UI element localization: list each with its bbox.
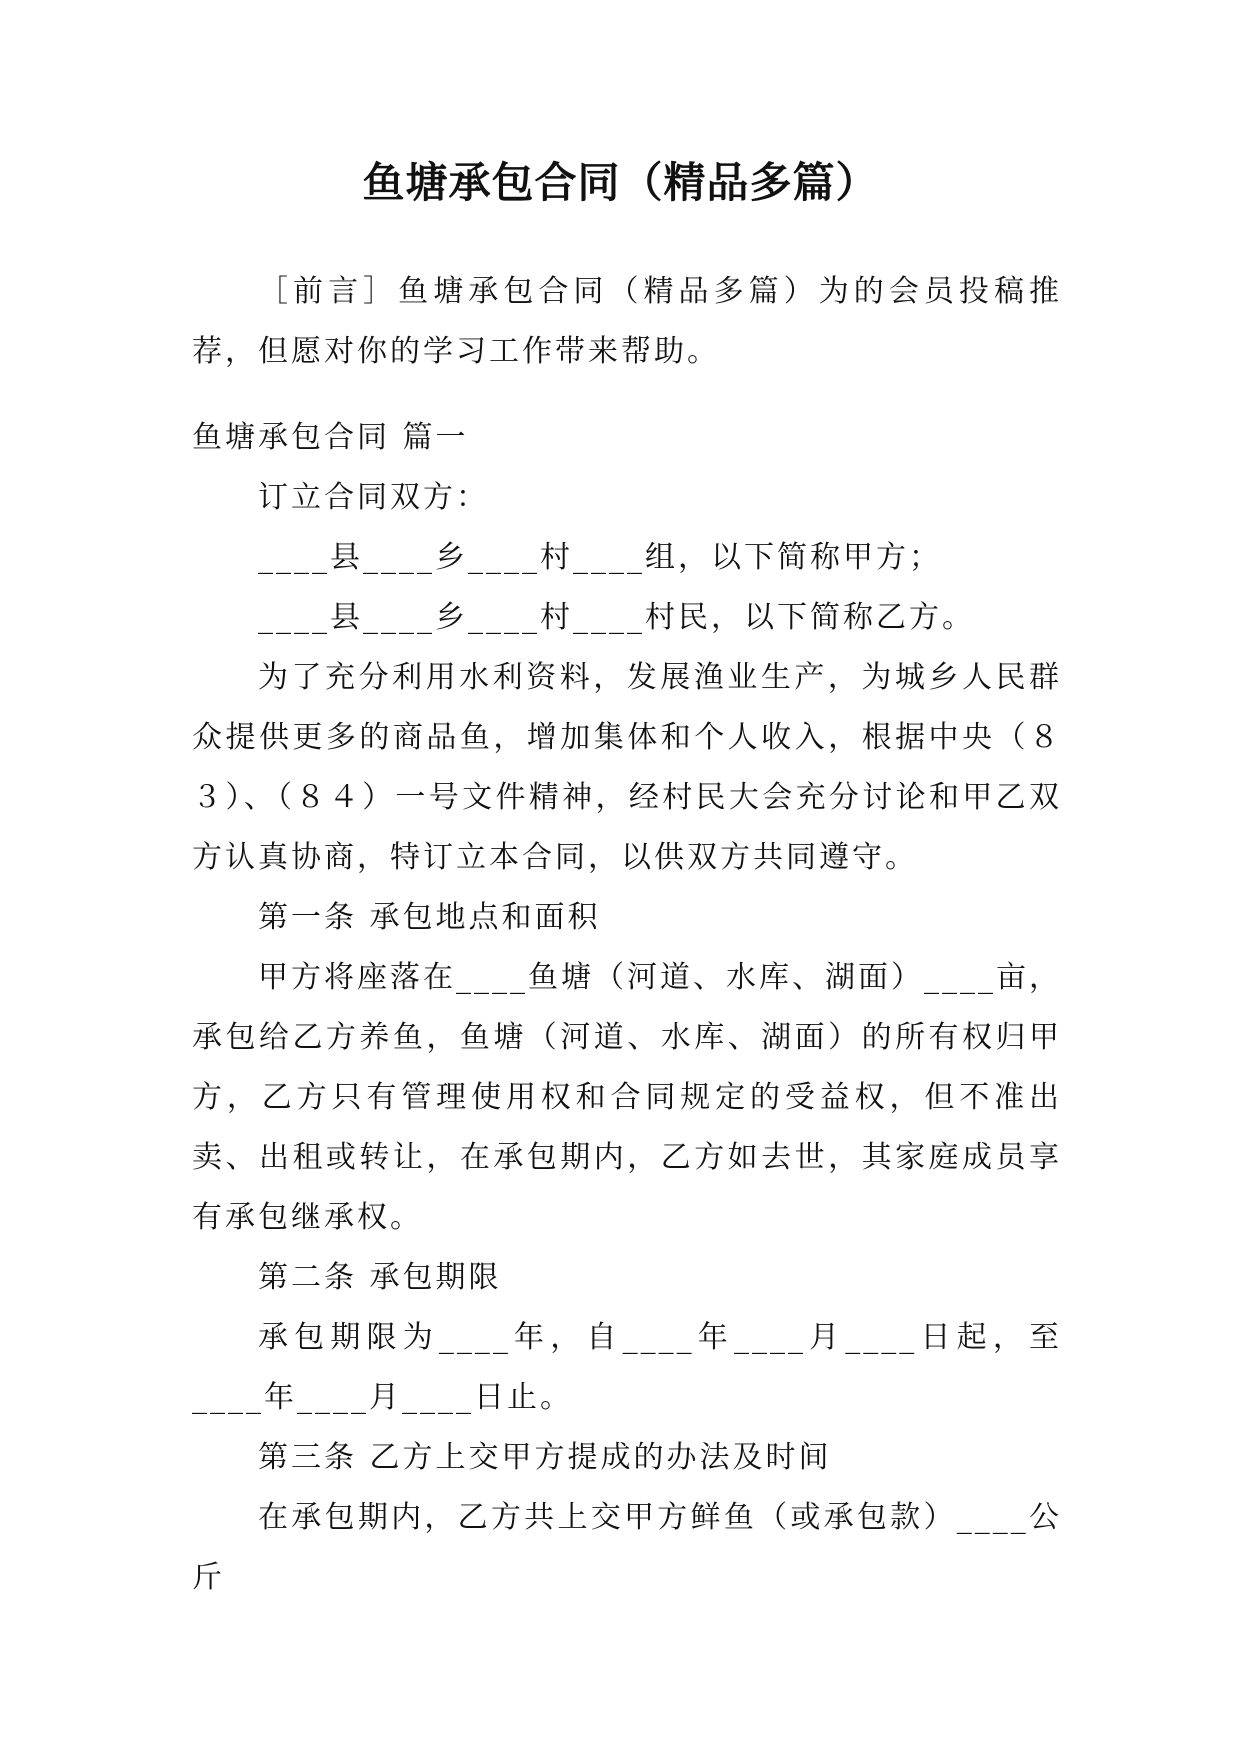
document-body xyxy=(192,262,1062,382)
preface-paragraph: ［前言］鱼塘承包合同（精品多篇）为的会员投稿推荐，但愿对你的学习工作带来帮助。 xyxy=(192,274,1062,369)
contract-body xyxy=(192,408,1062,1608)
article-3-heading: 第三条 乙方上交甲方提成的办法及时间 xyxy=(258,1440,832,1475)
article-1-heading: 第一条 承包地点和面积 xyxy=(258,900,601,935)
article-1-body: 甲方将座落在____鱼塘（河道、水库、湖面）____亩，承包给乙方养鱼，鱼塘（河道、水库、湖面）的所有权归甲方，乙方只有管理使用权和合同规定的受益权，但不准出卖、出租或转让，在承包期内，乙方如去世，其家庭成员享有承包继承权。 xyxy=(192,960,1062,1235)
paragraph-party-b: ____县____乡____村____村民，以下简称乙方。 xyxy=(258,600,975,635)
article-2-heading: 第二条 承包期限 xyxy=(258,1260,502,1295)
article-3-body: 在承包期内，乙方共上交甲方鲜鱼（或承包款）____公斤 xyxy=(192,1500,1062,1595)
paragraph-parties: 订立合同双方： xyxy=(258,480,489,515)
article-2-body: 承包期限为____年，自____年____月____日起，至____年____月____日止。 xyxy=(192,1320,1062,1415)
section-heading: 鱼塘承包合同 篇一 xyxy=(192,420,469,455)
paragraph-purpose: 为了充分利用水利资料，发展渔业生产，为城乡人民群众提供更多的商品鱼，增加集体和个人收入，根据中央（８３）、（８４）一号文件精神，经村民大会充分讨论和甲乙双方认真协商，特订立本合同，以供双方共同遵守。 xyxy=(192,660,1062,875)
document-title: 鱼塘承包合同（精品多篇） xyxy=(362,158,879,207)
paragraph-party-a: ____县____乡____村____组，以下简称甲方； xyxy=(258,540,942,575)
